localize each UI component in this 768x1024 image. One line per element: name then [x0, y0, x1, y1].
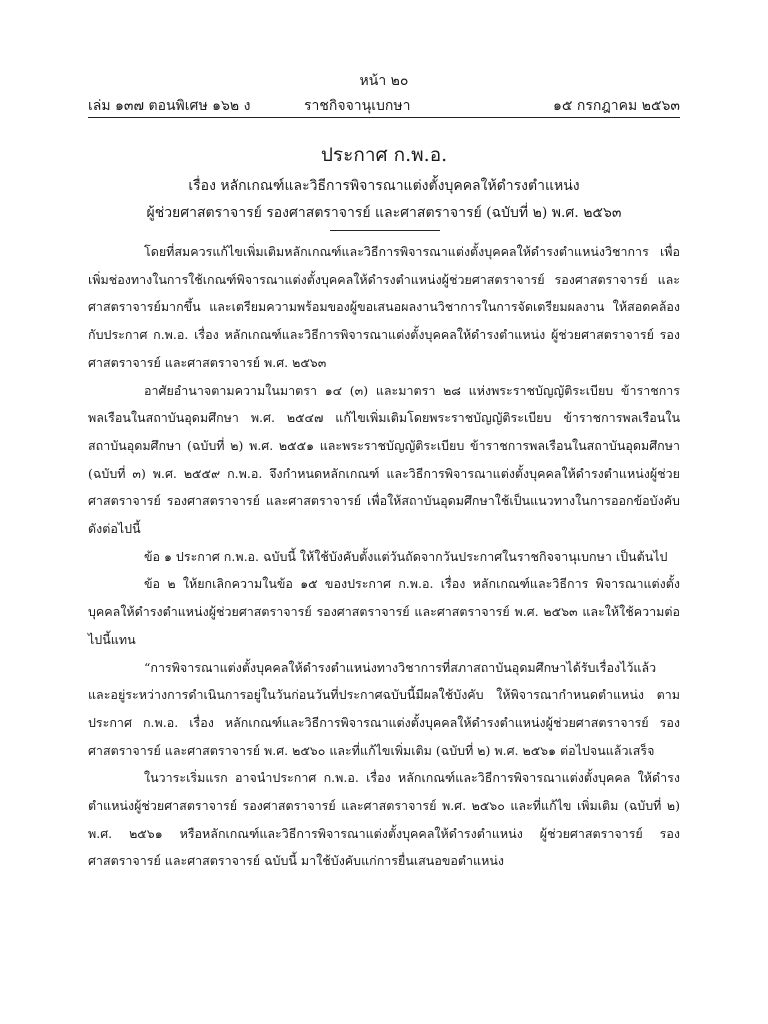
publisher-name: ราชกิจจานุเบกษา	[304, 98, 411, 114]
subject-line-2: ผู้ช่วยศาสตราจารย์ รองศาสตราจารย์ และศาสตราจารย์ (ฉบับที่ ๒) พ.ศ. ๒๕๖๓	[146, 205, 622, 221]
gazette-header	[88, 95, 680, 118]
paragraph-clause-2: ข้อ ๒ ให้ยกเลิกความในข้อ ๑๕ ของประกาศ ก.พ.อ. เรื่อง หลักเกณฑ์และวิธีการ พิจารณาแต่งตั้งบุคคลให้ดำรงตำแหน่งผู้ช่วยศาสตราจารย์ รองศาสตราจารย์ และศาสตราจารย์ พ.ศ. ๒๕๖๓ และให้ใช้ความต่อไปนี้แทน	[88, 576, 680, 647]
paragraph-initial-period: ในวาระเริ่มแรก อาจนำประกาศ ก.พ.อ. เรื่อง หลักเกณฑ์และวิธีการพิจารณาแต่งตั้งบุคคล ให้ดำรงตำแหน่งผู้ช่วยศาสตราจารย์ รองศาสตราจารย์ และศาสตราจารย์ พ.ศ. ๒๕๖๐ และที่แก้ไข เพิ่มเติม (ฉบับที่ ๒) พ.ศ. ๒๕๖๑ หรือหลักเกณฑ์และวิธีการพิจารณาแต่งตั้งบุคคลให้ดำรงตำแหน่ง ผู้ช่วยศาสตราจารย์ รองศาสตราจารย์ และศาสตราจารย์ ฉบับนี้ มาใช้บังคับแก่การยื่นเสนอขอตำแหน่ง	[88, 770, 680, 869]
paragraph-authority: อาศัยอำนาจตามความในมาตรา ๑๔ (๓) และมาตรา ๒๘ แห่งพระราชบัญญัติระเบียบ ข้าราชการพลเรือนในสถาบันอุดมศึกษา พ.ศ. ๒๕๔๗ แก้ไขเพิ่มเติมโดยพระราชบัญญัติระเบียบ ข้าราชการพลเรือนในสถาบันอุดมศึกษา (ฉบับที่ ๒) พ.ศ. ๒๕๕๑ และพระราชบัญญัติระเบียบ ข้าราชการพลเรือนในสถาบันอุดมศึกษา (ฉบับที่ ๓) พ.ศ. ๒๕๕๙ ก.พ.อ. จึงกำหนดหลักเกณฑ์ และวิธีการพิจารณาแต่งตั้งบุคคลให้ดำรงตำแหน่งผู้ช่วยศาสตราจารย์ รองศาสตราจารย์ และศาสตราจารย์ เพื่อให้สถาบันอุดมศึกษาใช้เป็นแนวทางในการออกข้อบังคับ ดังต่อไปนี้	[88, 382, 680, 537]
volume-info: เล่ม ๑๓๗ ตอนพิเศษ ๑๖๒ ง	[88, 98, 251, 114]
paragraph-replacement-text: “การพิจารณาแต่งตั้งบุคคลให้ดำรงตำแหน่งทางวิชาการที่สภาสถาบันอุดมศึกษาได้รับเรื่องไว้แล้ว และอยู่ระหว่างการดำเนินการอยู่ในวันก่อนวันที่ประกาศฉบับนี้มีผลใช้บังคับ ให้พิจารณากำหนดตำแหน่ง ตามประกาศ ก.พ.อ. เรื่อง หลักเกณฑ์และวิธีการพิจารณาแต่งตั้งบุคคลให้ดำรงตำแหน่งผู้ช่วยศาสตราจารย์ รองศาสตราจารย์ และศาสตราจารย์ พ.ศ. ๒๕๖๐ และที่แก้ไขเพิ่มเติม (ฉบับที่ ๒) พ.ศ. ๒๕๖๑ ต่อไปจนแล้วเสร็จ	[88, 659, 680, 758]
publication-date: ๑๕ กรกฎาคม ๒๕๖๓	[553, 98, 680, 114]
subject-line-1: เรื่อง หลักเกณฑ์และวิธีการพิจารณาแต่งตั้งบุคคลให้ดำรงตำแหน่ง	[188, 178, 580, 194]
announcement-title: ประกาศ ก.พ.อ.	[320, 144, 448, 166]
title-divider	[330, 230, 440, 231]
paragraph-clause-1: ข้อ ๑ ประกาศ ก.พ.อ. ฉบับนี้ ให้ใช้บังคับตั้งแต่วันถัดจากวันประกาศในราชกิจจานุเบกษา เป็นต้นไป	[144, 548, 668, 564]
paragraph-preamble: โดยที่สมควรแก้ไขเพิ่มเติมหลักเกณฑ์และวิธีการพิจารณาแต่งตั้งบุคคลให้ดำรงตำแหน่งวิชาการ เพื่อเพิ่มช่องทางในการใช้เกณฑ์พิจารณาแต่งตั้งบุคคลให้ดำรงตำแหน่งผู้ช่วยศาสตราจารย์ รองศาสตราจารย์ และศาสตราจารย์มากขึ้น และเตรียมความพร้อมของผู้ขอเสนอผลงานวิชาการในการจัดเตรียมผลงาน ให้สอดคล้องกับประกาศ ก.พ.อ. เรื่อง หลักเกณฑ์และวิธีการพิจารณาแต่งตั้งบุคคลให้ดำรงตำแหน่ง ผู้ช่วยศาสตราจารย์ รองศาสตราจารย์ และศาสตราจารย์ พ.ศ. ๒๕๖๓	[88, 244, 680, 370]
document-body	[88, 238, 680, 875]
page-number: หน้า ๒๐	[359, 73, 409, 89]
